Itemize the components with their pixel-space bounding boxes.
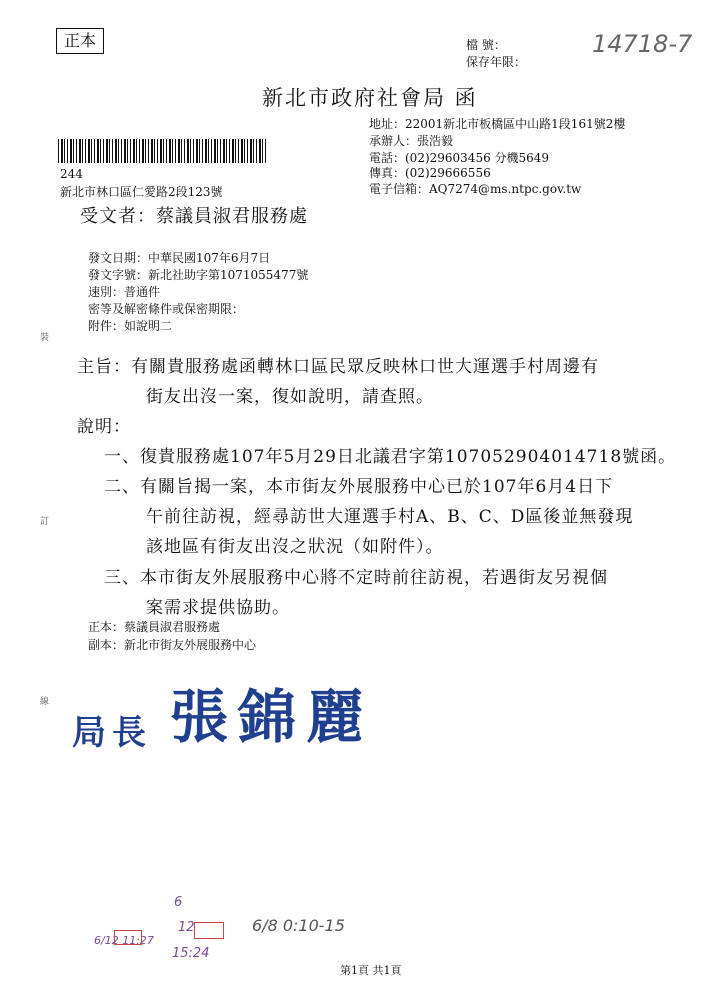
attachment-note: 附件：如說明二 [88,319,173,333]
page-number: 第1頁 共1頁 [340,964,402,977]
recipient-zip: 244 [60,167,83,181]
subject-line-1: 主旨：有關貴服務處函轉林口區民眾反映林口世大運選手村周邊有 [77,357,599,377]
file-number-label: 檔 號： [466,38,506,52]
issue-date: 發文日期：中華民國107年6月7日 [88,251,271,265]
director-title: 局長 [72,713,152,753]
handwritten-note-3: 12 [178,920,195,935]
explanation-item-1: 一、復貴服務處107年5月29日北議君字第107052904014718號函。 [104,447,677,467]
sender-handler: 承辦人：張浩毅 [369,134,454,148]
recipient: 受文者：蔡議員淑君服務處 [80,206,308,227]
handwritten-initials: 6/8 0:10-15 [252,916,345,935]
recipient-address: 新北市林口區仁愛路2段123號 [60,185,223,199]
retention-label: 保存年限： [466,55,527,69]
handwritten-note-4: 15:24 [172,946,210,961]
explanation-item-2-line-2: 午前往訪視，經尋訪世大運選手村A、B、C、D區後並無發現 [146,507,634,527]
handwritten-note-1: 6/12 11:27 [94,934,154,947]
explanation-label: 說明： [77,417,131,437]
received-stamp-1 [114,930,142,945]
original-copy-recipient: 正本：蔡議員淑君服務處 [88,620,221,634]
explanation-item-2-line-1: 二、有關旨揭一案，本市街友外展服務中心已於107年6月4日下 [104,477,614,497]
sender-phone: 電話：(02)29603456 分機5649 [369,151,550,165]
binding-mark: 裝 [40,333,50,343]
sender-fax: 傳真：(02)29666556 [369,166,491,180]
director-signature [72,670,374,754]
explanation-item-3-line-2: 案需求提供協助。 [146,598,290,618]
document-title: 新北市政府社會局 函 [262,86,478,110]
sender-address: 地址：22001新北市板橋區中山路1段161號2樓 [369,117,626,131]
explanation-item-3-line-1: 三、本市街友外展服務中心將不定時前往訪視，若遇街友另視個 [104,568,608,588]
delivery-speed: 速別：普通件 [88,285,161,299]
handwritten-file-number: 14718-7 [592,30,693,58]
received-stamp-2 [194,922,224,939]
handwritten-note-2: 6 [174,895,183,910]
staple-mark: 訂 [40,517,50,527]
secrecy-level: 密等及解密條件或保密期限： [88,302,245,316]
line-mark: 線 [40,697,50,707]
copy-type-box: 正本 [56,28,104,54]
document-number: 發文字號：新北社助字第1071055477號 [88,268,309,282]
director-name: 張錦麗 [170,683,375,751]
sender-email: 電子信箱：AQ7274@ms.ntpc.gov.tw [369,182,582,196]
duplicate-copy-recipient: 副本：新北市街友外展服務中心 [88,638,257,652]
explanation-item-2-line-3: 該地區有街友出沒之狀況（如附件）。 [146,537,444,557]
subject-line-2: 街友出沒一案，復如說明，請查照。 [146,387,434,407]
barcode [58,139,268,163]
